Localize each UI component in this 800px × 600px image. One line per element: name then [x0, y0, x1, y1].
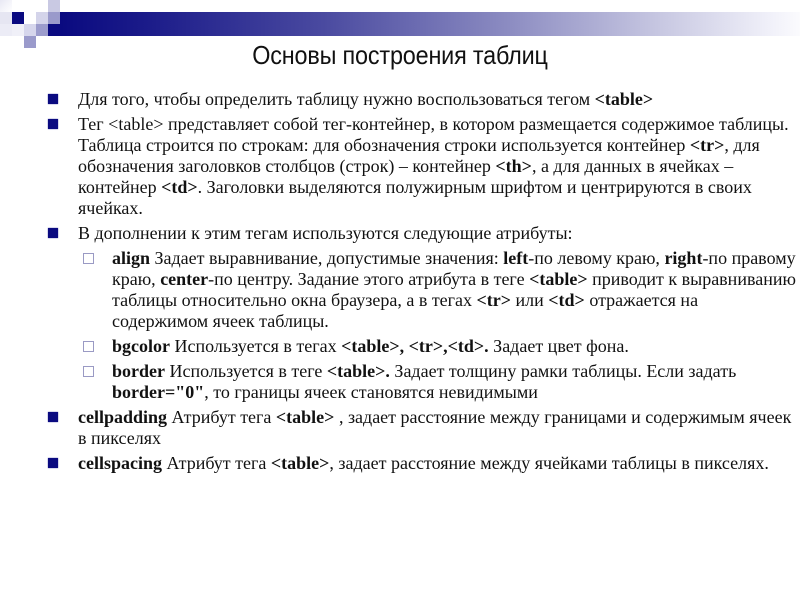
- bold-keyword: bgcolor: [112, 336, 170, 356]
- decor-square: [48, 24, 60, 36]
- slide-title: Основы построения таблиц: [252, 40, 548, 70]
- hollow-square-bullet-icon: [83, 341, 94, 352]
- decor-square: [24, 24, 36, 36]
- text-run: , задает расстояние между ячейками таблицы в пикселях.: [329, 453, 769, 473]
- decor-square: [0, 24, 12, 36]
- bold-keyword: cellpadding: [78, 407, 168, 427]
- bold-keyword: <table>: [594, 89, 654, 109]
- bold-keyword: <table>: [529, 269, 588, 289]
- text-run: Используется в теге: [165, 361, 327, 381]
- text-run: отражается на содержимом ячеек таблицы.: [112, 290, 699, 331]
- text-run: Используется в тегах: [170, 336, 342, 356]
- text-run: Задает выравнивание, допустимые значения:: [150, 248, 504, 268]
- square-bullet-icon: [48, 412, 58, 422]
- bold-keyword: <tr>: [476, 290, 512, 310]
- text-run: . Заголовки выделяются полужирным шрифтом и центрируются в своих ячейках.: [78, 177, 752, 218]
- bullet-item: [46, 407, 796, 449]
- bold-keyword: <th>: [495, 156, 532, 176]
- decor-square: [36, 24, 48, 36]
- text-run: -по левому краю,: [528, 248, 665, 268]
- bullet-text: [78, 114, 789, 218]
- decor-square: [48, 12, 60, 24]
- bold-keyword: <table>: [275, 407, 335, 427]
- bold-keyword: left: [503, 248, 529, 268]
- text-run: , а для данных в ячейках – контейнер: [78, 156, 734, 197]
- square-bullet-icon: [48, 458, 58, 468]
- bold-keyword: align: [112, 248, 151, 268]
- text-run: Задает цвет фона.: [488, 336, 629, 356]
- hollow-square-bullet-icon: [83, 253, 94, 264]
- bullet-item: [46, 453, 796, 474]
- text-run: -по центру. Задание этого атрибута в теге: [208, 269, 530, 289]
- sub-bullet-item: [80, 248, 796, 332]
- square-bullet-icon: [48, 94, 58, 104]
- bold-keyword: center: [160, 269, 209, 289]
- bullet-text: [78, 89, 653, 109]
- text-run: В дополнении к этим тегам используются следующие атрибуты:: [78, 223, 573, 243]
- text-run: Тег <table> представляет собой тег-контейнер, в котором размещается содержимое таблицы. Таблица строится по строкам: для обозначения строки используется контейнер: [78, 114, 789, 155]
- text-run: Атрибут тега: [167, 407, 276, 427]
- decor-square: [0, 12, 12, 24]
- sub-bullet-text: [112, 336, 629, 356]
- decor-square: [36, 12, 48, 24]
- square-bullet-icon: [48, 228, 58, 238]
- bullet-item: [46, 223, 796, 244]
- decor-square: [48, 0, 60, 12]
- bullet-list: [46, 89, 796, 478]
- sub-bullet-text: [112, 248, 796, 331]
- bold-keyword: right: [664, 248, 703, 268]
- text-run: , то границы ячеек становятся невидимыми: [204, 382, 538, 402]
- text-run: , задает расстояние между границами и содержимым ячеек в пикселях: [78, 407, 792, 448]
- decor-square: [0, 0, 12, 12]
- decor-square: [24, 36, 36, 48]
- bold-keyword: <table>.: [326, 361, 390, 381]
- square-bullet-icon: [48, 119, 58, 129]
- bullet-text: [78, 453, 769, 473]
- hollow-square-bullet-icon: [83, 366, 94, 377]
- bold-keyword: border: [112, 361, 165, 381]
- text-run: Для того, чтобы определить таблицу нужно воспользоваться тегом: [78, 89, 595, 109]
- bold-keyword: <td>: [548, 290, 585, 310]
- bold-keyword: <td>: [161, 177, 198, 197]
- bold-keyword: <table>, <tr>,<td>.: [341, 336, 489, 356]
- bold-keyword: <table>: [270, 453, 330, 473]
- bullet-item: [46, 89, 796, 110]
- bold-keyword: cellspacing: [78, 453, 162, 473]
- text-run: или: [511, 290, 549, 310]
- decor-square: [12, 12, 24, 24]
- text-run: Задает толщину рамки таблицы. Если задать: [389, 361, 737, 381]
- text-run: -по правому краю,: [112, 248, 796, 289]
- bullet-text: [78, 407, 791, 448]
- text-run: Атрибут тега: [162, 453, 271, 473]
- text-run: , для обозначения заголовков столбцов (строк) – контейнер: [78, 135, 760, 176]
- sub-bullet-item: [80, 336, 796, 357]
- sub-bullet-item: [80, 361, 796, 403]
- bold-keyword: border="0": [112, 382, 205, 402]
- decor-square: [12, 24, 24, 36]
- header-gradient-bar: [60, 12, 800, 36]
- bold-keyword: <tr>: [689, 135, 725, 155]
- sub-bullet-text: [112, 361, 736, 402]
- text-run: приводит к выравниванию таблицы относительно окна браузера, а в тегах: [112, 269, 796, 310]
- bullet-item: [46, 114, 796, 219]
- bullet-text: [78, 223, 573, 243]
